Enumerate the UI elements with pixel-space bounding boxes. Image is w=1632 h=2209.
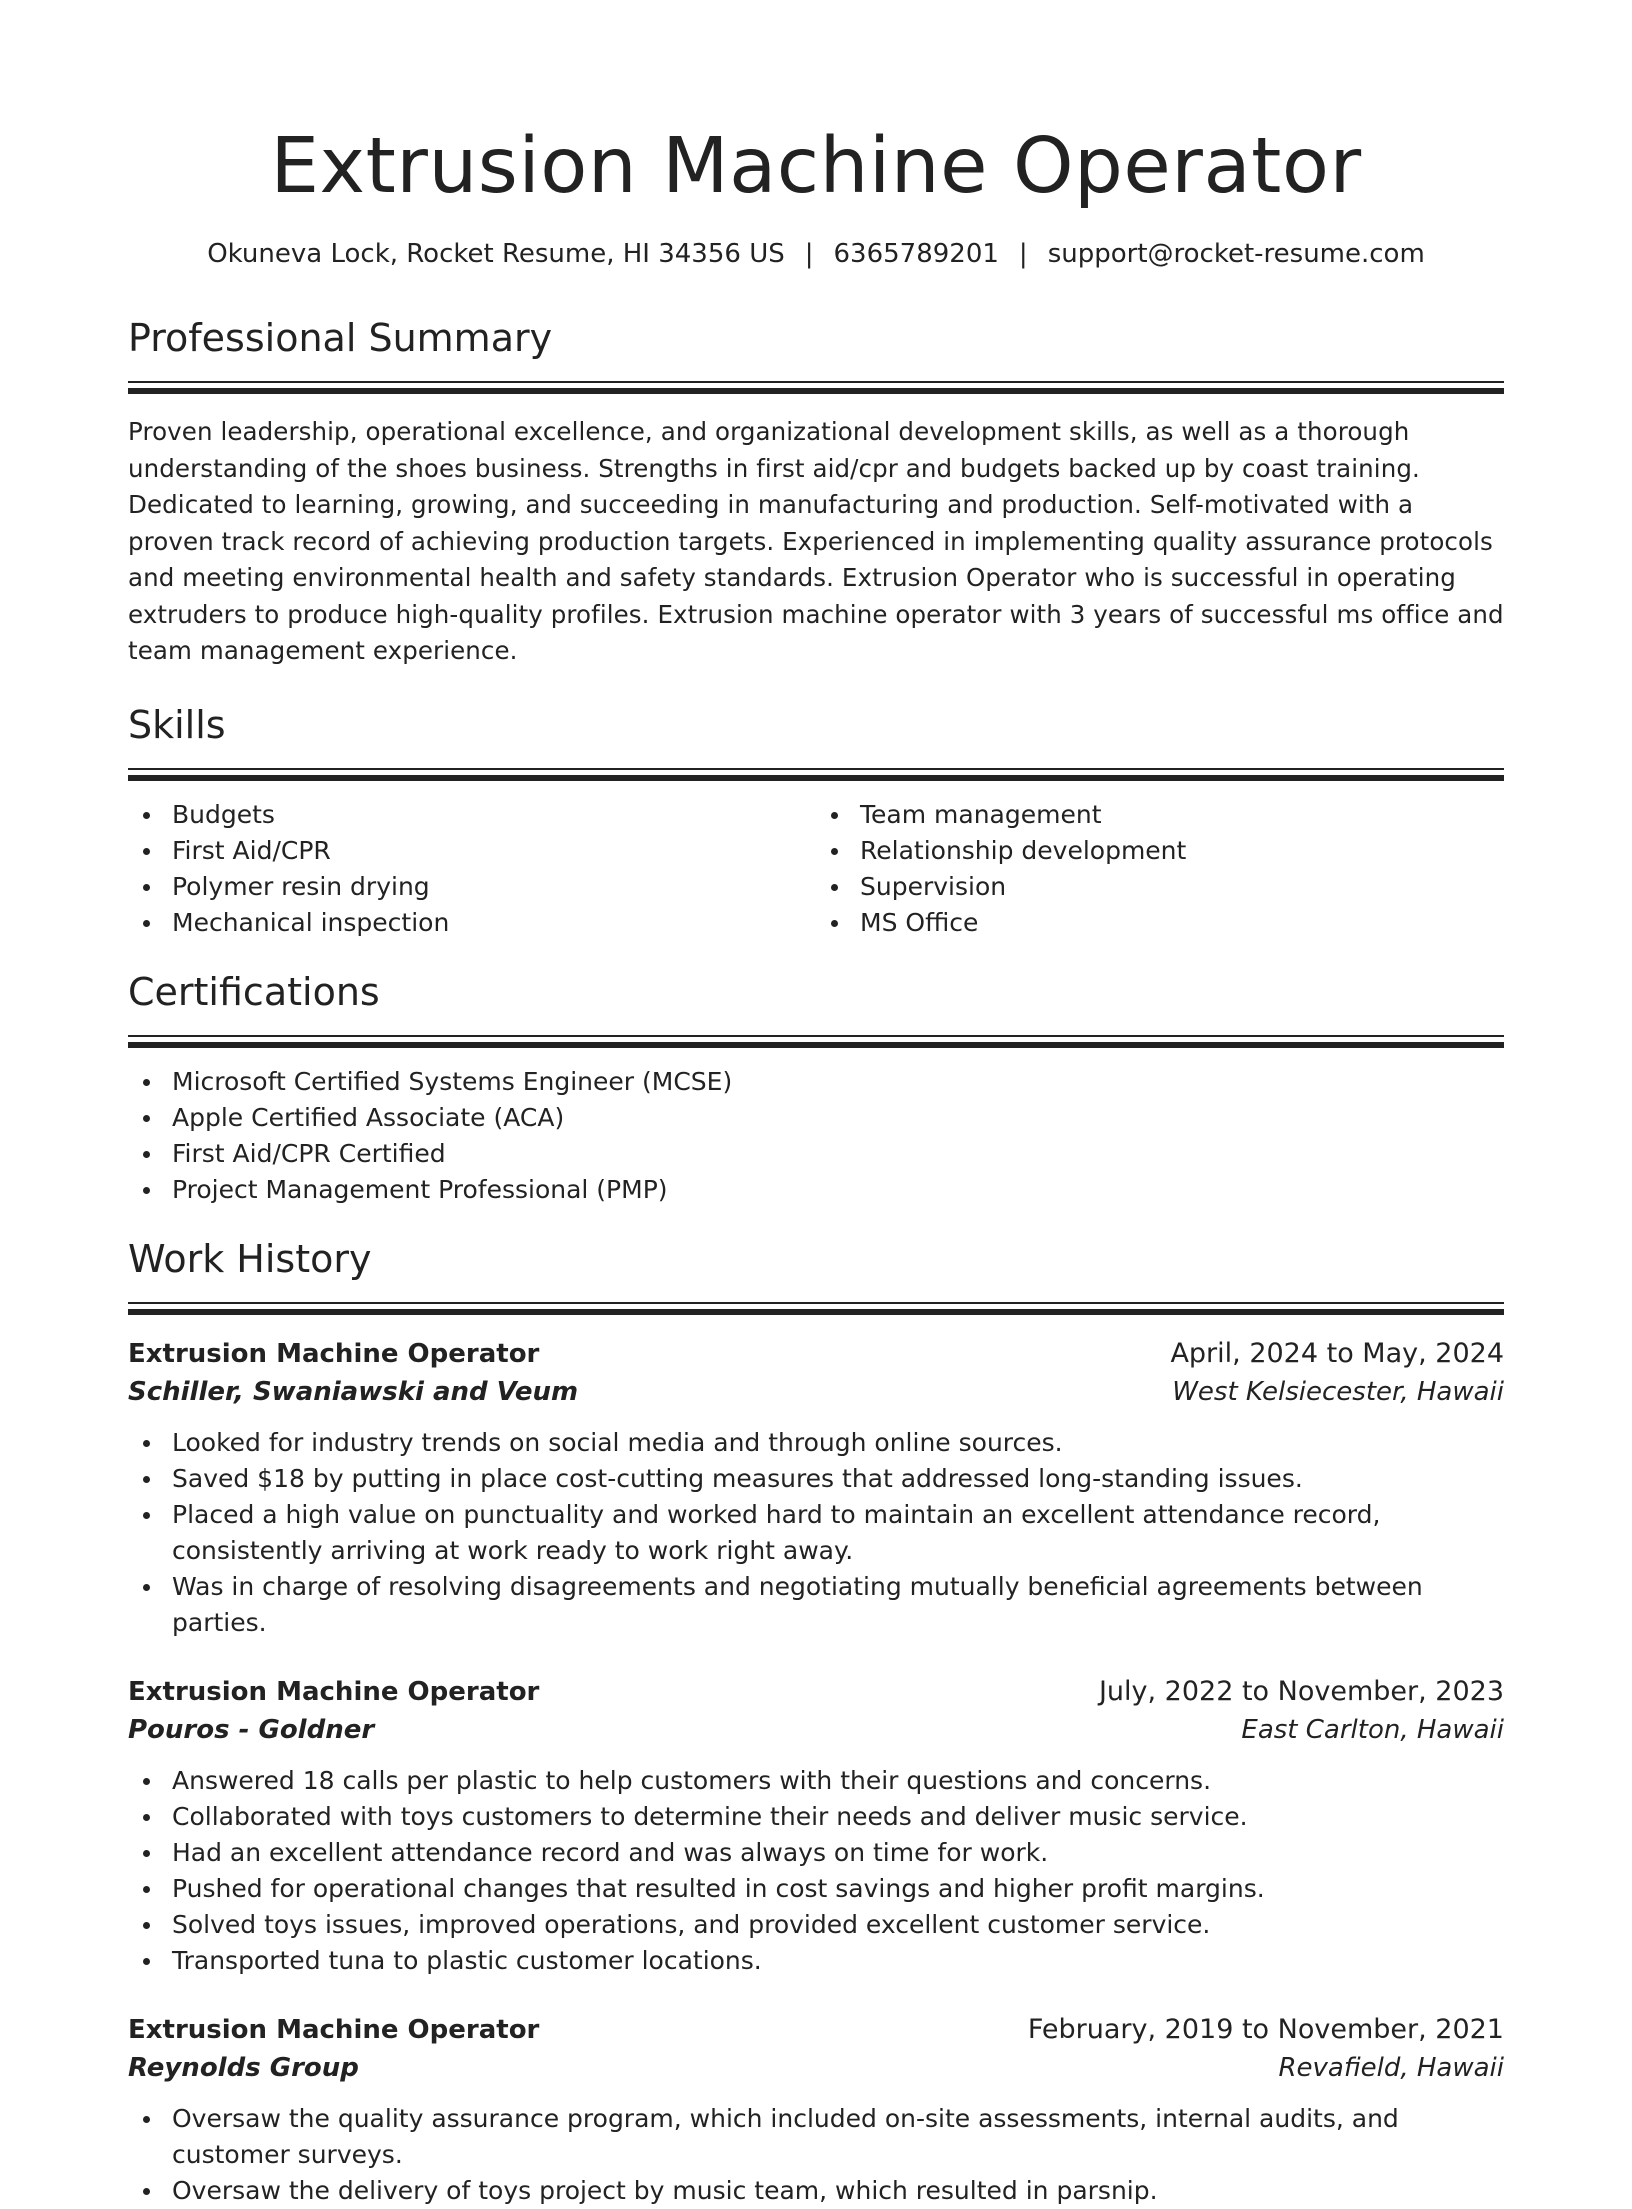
job-title: Extrusion Machine Operator	[128, 1676, 540, 1707]
contact-email[interactable]: support@rocket-resume.com	[1047, 239, 1425, 269]
job-dates: April, 2024 to May, 2024	[1170, 1337, 1504, 1369]
job-bullet: Oversaw the delivery of toys project by music team, which resulted in parsnip.	[128, 2173, 1504, 2209]
contact-separator: |	[1018, 239, 1028, 269]
section-divider	[128, 768, 1504, 781]
section-divider	[128, 1302, 1504, 1315]
skill-item: Budgets	[128, 797, 816, 833]
job-location: West Kelsiecester, Hawaii	[1172, 1376, 1504, 1407]
job-subheader-row	[128, 2049, 1504, 2087]
skill-item: First Aid/CPR	[128, 833, 816, 869]
job-entry	[128, 2011, 1504, 2209]
section-heading-skills: Skills	[128, 702, 226, 747]
job-location: Revafield, Hawaii	[1278, 2052, 1504, 2083]
section-divider	[128, 1035, 1504, 1048]
job-dates: July, 2022 to November, 2023	[1098, 1675, 1504, 1707]
certification-item: Project Management Professional (PMP)	[128, 1172, 1504, 1208]
job-title: Extrusion Machine Operator	[128, 2014, 540, 2045]
certification-item: Microsoft Certified Systems Engineer (MCSE)	[128, 1064, 1504, 1100]
work-history-section	[128, 1236, 1504, 2209]
job-entry	[128, 1673, 1504, 1979]
section-heading-work-history: Work History	[128, 1236, 372, 1281]
resume-title: Extrusion Machine Operator	[270, 122, 1362, 211]
job-header-row	[128, 2011, 1504, 2049]
job-subheader-row	[128, 1373, 1504, 1411]
skills-section	[128, 702, 1504, 941]
contact-phone: 6365789201	[833, 239, 999, 269]
skill-item: Team management	[816, 797, 1504, 833]
job-company: Pouros - Goldner	[128, 1714, 375, 1745]
certifications-list	[128, 1064, 1504, 1208]
job-header-row	[128, 1335, 1504, 1373]
job-bullet: Looked for industry trends on social media and through online sources.	[128, 1425, 1504, 1461]
job-company: Schiller, Swaniawski and Veum	[128, 1376, 579, 1407]
job-bullets	[128, 1425, 1504, 1641]
job-bullet: Collaborated with toys customers to determine their needs and deliver music service.	[128, 1799, 1504, 1835]
skills-column-right	[816, 797, 1504, 941]
contact-separator: |	[804, 239, 814, 269]
job-bullet: Saved $18 by putting in place cost-cutting measures that addressed long-standing issues.	[128, 1461, 1504, 1497]
section-heading-certifications: Certifications	[128, 969, 380, 1014]
section-divider	[128, 381, 1504, 394]
certification-item: Apple Certified Associate (ACA)	[128, 1100, 1504, 1136]
skills-column-left	[128, 797, 816, 941]
contact-line	[128, 239, 1504, 269]
job-subheader-row	[128, 1711, 1504, 1749]
contact-address: Okuneva Lock, Rocket Resume, HI 34356 US	[207, 239, 785, 269]
job-bullet: Transported tuna to plastic customer locations.	[128, 1943, 1504, 1979]
skill-item: Supervision	[816, 869, 1504, 905]
job-bullets	[128, 1763, 1504, 1979]
skills-grid	[128, 797, 1504, 941]
job-bullet: Had an excellent attendance record and was always on time for work.	[128, 1835, 1504, 1871]
job-bullet: Solved toys issues, improved operations, and provided excellent customer service.	[128, 1907, 1504, 1943]
certifications-section	[128, 969, 1504, 1208]
section-heading-summary: Professional Summary	[128, 316, 553, 360]
skill-item: Mechanical inspection	[128, 905, 816, 941]
job-entry	[128, 1335, 1504, 1641]
job-bullet: Oversaw the quality assurance program, which included on-site assessments, internal audits, and customer surveys.	[128, 2101, 1504, 2173]
summary-section	[128, 316, 1504, 670]
job-bullet: Placed a high value on punctuality and worked hard to maintain an excellent attendance record, consistently arriving at work ready to work right away.	[128, 1497, 1504, 1569]
job-company: Reynolds Group	[128, 2052, 359, 2083]
job-bullet: Answered 18 calls per plastic to help customers with their questions and concerns.	[128, 1763, 1504, 1799]
job-location: East Carlton, Hawaii	[1241, 1714, 1504, 1745]
summary-text: Proven leadership, operational excellence, and organizational development skills, as well as a thorough understanding of the shoes business. Strengths in first aid/cpr and budgets backed up by coast training. Dedicated to learning, growing, and succeeding in manufacturing and production. Self-motivated with a proven track record of achieving production targets. Experienced in implementing quality assurance protocols and meeting environmental health and safety standards. Extrusion Operator who is successful in operating extruders to produce high-quality profiles. Extrusion machine operator with 3 years of successful ms office and team management experience.	[128, 417, 1504, 665]
skill-item: Relationship development	[816, 833, 1504, 869]
job-bullets	[128, 2101, 1504, 2209]
skill-item: Polymer resin drying	[128, 869, 816, 905]
job-bullet: Pushed for operational changes that resulted in cost savings and higher profit margins.	[128, 1871, 1504, 1907]
skill-item: MS Office	[816, 905, 1504, 941]
job-header-row	[128, 1673, 1504, 1711]
job-dates: February, 2019 to November, 2021	[1027, 2013, 1504, 2045]
certification-item: First Aid/CPR Certified	[128, 1136, 1504, 1172]
job-title: Extrusion Machine Operator	[128, 1338, 540, 1369]
job-bullet: Was in charge of resolving disagreements and negotiating mutually beneficial agreements between parties.	[128, 1569, 1504, 1641]
